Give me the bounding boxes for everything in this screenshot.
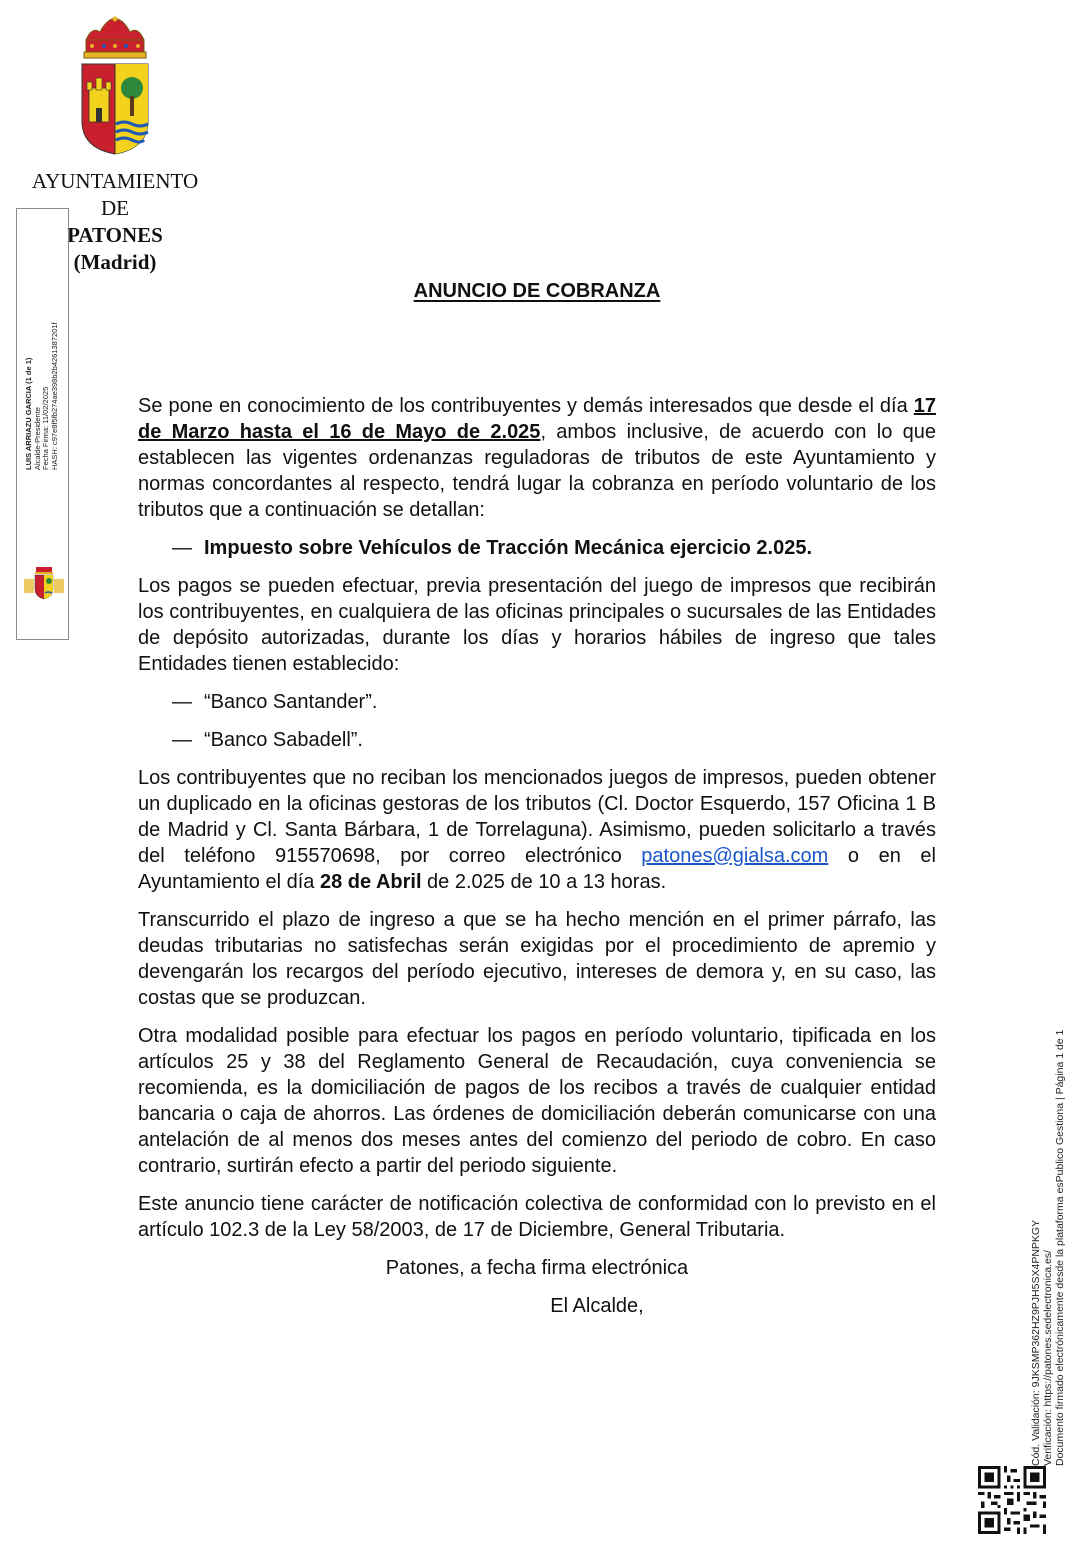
list-item-bank (138, 727, 936, 753)
tax-name: Impuesto sobre Vehículos de Tracción Mecánica ejercicio 2.025. (204, 537, 813, 559)
signer-name: LUIS ARRIAZU GARCIA (1 de 1) (24, 357, 33, 470)
paragraph-intro (138, 393, 936, 523)
dash-bullet: — (172, 537, 192, 559)
org-name-line2: DE (101, 196, 129, 220)
dash-bullet: — (172, 691, 192, 713)
signature-date: Fecha Firma: 11/02/2025 (41, 386, 50, 470)
bank-name: “Banco Santander”. (204, 691, 378, 713)
paragraph-intro-text-a: Se pone en conocimiento de los contribuyentes y demás interesados que desde el día (138, 395, 914, 417)
shield-icon (82, 64, 148, 154)
validation-code: Cód. Validación: 9JKSMP362HZ9PJH5SX4PNPKGY (1030, 1219, 1042, 1466)
list-item-bank (138, 689, 936, 715)
paragraph-deadline: Transcurrido el plazo de ingreso a que se ha hecho mención en el primer párrafo, las deudas tributarias no satisfechas serán exigidas por el procedimiento de apremio y devengarán los recargos del período ejecutivo, intereses de demora y, en su caso, las costas que se produzcan. (138, 909, 936, 1009)
paragraph-duplicates (138, 765, 936, 895)
bank-name: “Banco Sabadell”. (204, 729, 363, 751)
list-item-tax (138, 535, 936, 561)
verification-note: Documento firmado electrónicamente desde la plataforma esPublico Gestiona | Página 1 de 1 (1054, 1029, 1066, 1466)
signature-hash: HASH: c97e8f5fb274ae398b2b4261387201f (49, 322, 59, 470)
org-name-line1: AYUNTAMIENTO (31, 169, 199, 193)
verification-url[interactable]: Verificación: https://patones.sedelectronica.es/ (1042, 1250, 1054, 1466)
paragraph-duplicates-text-a: Los contribuyentes que no reciban los mencionados juegos de impresos, pueden obtener un duplicado en la oficinas gestoras de los tributos (Cl. Doctor Esquerdo, 157 Oficina 1 B de Madrid y Cl. Santa Bárbara, 1 de Torrelaguna). Asimismo, pueden solicitarlo a través del teléfono 915570698, por correo electrónico (138, 767, 936, 867)
closing-role: El Alcalde, (550, 1295, 644, 1317)
paragraph-direct-debit: Otra modalidad posible para efectuar los pagos en período voluntario, tipificada en los artículos 25 y 38 del Reglamento General de Recaudación, cuya conveniencia se recomienda, es la domiciliación de pagos de los recibos a través de cualquier entidad bancaria o caja de ahorros. Las órdenes de domiciliación deberán comunicarse con una antelación de al menos dos meses antes del comienzo del periodo de cobro. En caso contrario, surtirán efecto a partir del periodo siguiente. (138, 1025, 936, 1177)
office-date: 28 de Abril (319, 871, 422, 893)
paragraph-notification: Este anuncio tiene carácter de notificación colectiva de conformidad con lo previsto en el artículo 102.3 de la Ley 58/2003, de 17 de Diciembre, General Tributaria. (138, 1193, 936, 1241)
paragraph-intro-text-b: , ambos inclusive, de acuerdo con lo que establecen las vigentes ordenanzas reguladoras de tributos de este Ayuntamiento y normas concordantes al respecto, tendrá lugar la cobranza en período voluntario de los tributos que a continuación se detallan: (138, 421, 936, 521)
coat-of-arms-icon (78, 16, 152, 156)
closing-place: Patones, a fecha firma electrónica (385, 1257, 689, 1279)
paragraph-payments: Los pagos se pueden efectuar, previa presentación del juego de impresos que recibirán los contribuyentes, en cualquiera de las oficinas principales o sucursales de las Entidades de depósito autorizadas, durante los días y horarios hábiles de ingreso que tales Entidades tienen establecido: (138, 575, 936, 675)
mini-coat-of-arms-icon (22, 565, 66, 601)
signer-role: Alcalde-Presidente (32, 407, 42, 470)
collection-period-dates: 17 de Marzo hasta el 16 de Mayo de 2.025 (138, 395, 936, 443)
dash-bullet: — (172, 729, 192, 751)
qr-code-icon[interactable] (978, 1466, 1046, 1534)
org-name-line3: PATONES (67, 223, 163, 247)
paragraph-duplicates-text-c: de 2.025 de 10 a 13 horas. (421, 871, 667, 893)
paragraph-duplicates-text-b: o en el Ayuntamiento el día (138, 845, 936, 893)
document-title: ANUNCIO DE COBRANZA (413, 280, 661, 302)
org-name-line4: (Madrid) (73, 250, 157, 274)
document-body (138, 393, 936, 1319)
crown-icon (84, 17, 146, 59)
email-link[interactable]: patones@gialsa.com (641, 845, 829, 867)
